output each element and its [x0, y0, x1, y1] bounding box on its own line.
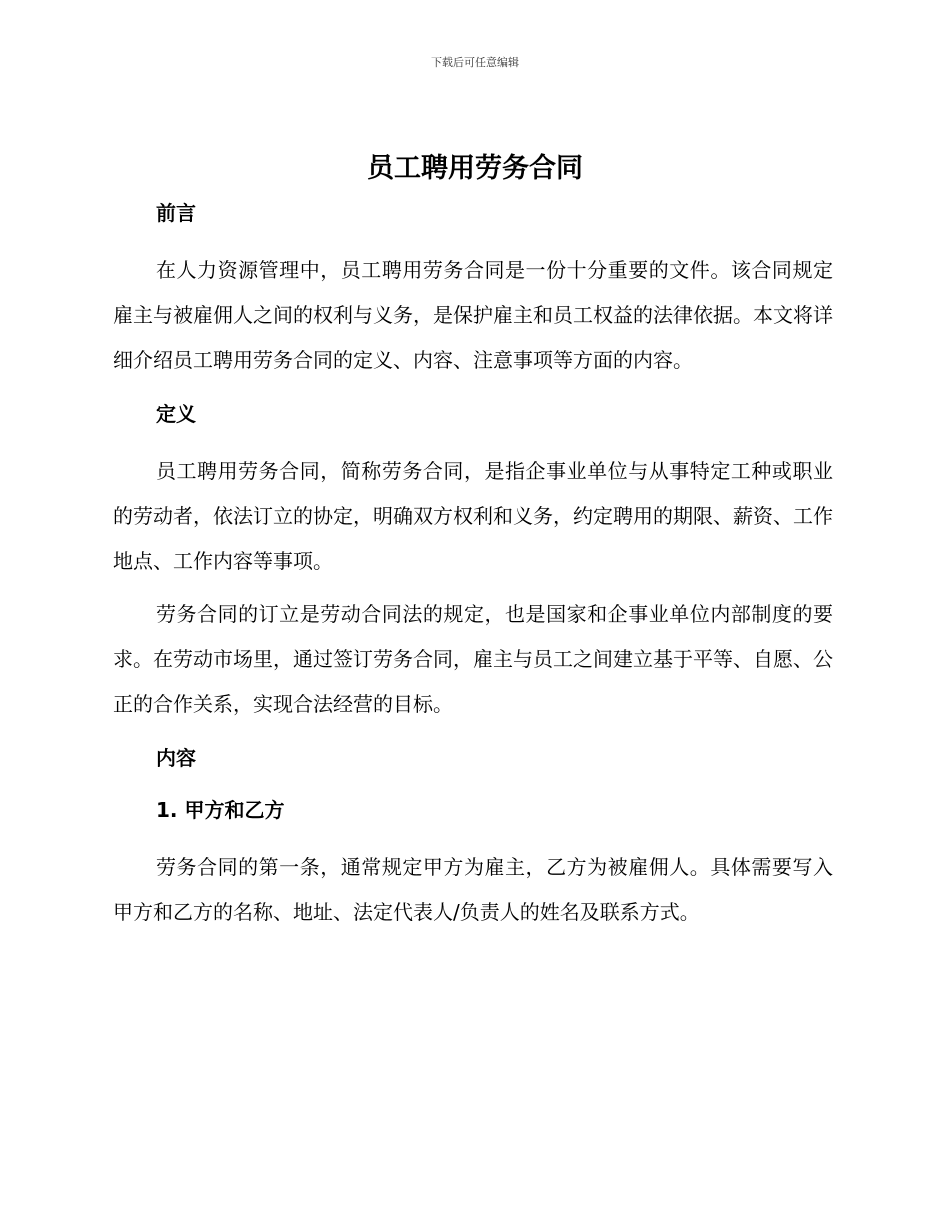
paragraph-preface-1: 在人力资源管理中，员工聘用劳务合同是一份十分重要的文件。该合同规定雇主与被雇佣人之间的权利与义务，是保护雇主和员工权益的法律依据。本文将详细介绍员工聘用劳务合同的定义、内容、注意事项等方面的内容。 — [113, 258, 833, 372]
document-title: 员工聘用劳务合同 — [367, 153, 583, 184]
paragraph-content-1: 劳务合同的第一条，通常规定甲方为雇主，乙方为被雇佣人。具体需要写入甲方和乙方的名称、地址、法定代表人/负责人的姓名及联系方式。 — [113, 855, 833, 924]
document-body — [113, 196, 833, 935]
paragraph-definition-2: 劳务合同的订立是劳动合同法的规定，也是国家和企事业单位内部制度的要求。在劳动市场里，通过签订劳务合同，雇主与员工之间建立基于平等、自愿、公正的合作关系，实现合法经营的目标。 — [113, 602, 833, 716]
header-note: 下载后可任意编辑 — [431, 56, 519, 69]
section-heading-preface: 前言 — [156, 201, 196, 225]
paragraph-definition-1: 员工聘用劳务合同，简称劳务合同，是指企事业单位与从事特定工种或职业的劳动者，依法订立的协定，明确双方权利和义务，约定聘用的期限、薪资、工作地点、工作内容等事项。 — [113, 459, 833, 573]
subheading-parties: 1. 甲方和乙方 — [156, 798, 285, 822]
section-heading-definition: 定义 — [156, 402, 196, 426]
section-heading-content: 内容 — [156, 746, 196, 770]
